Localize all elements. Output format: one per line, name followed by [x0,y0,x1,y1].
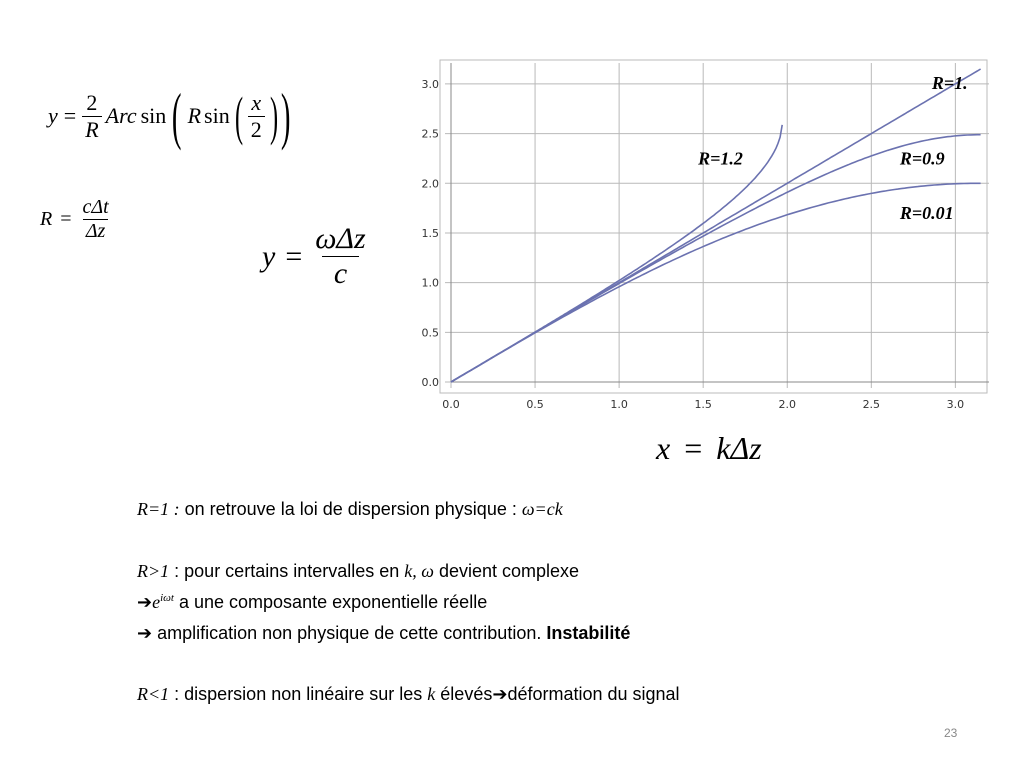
eq2-equals: = [60,208,72,230]
eq1-paren-open-outer: ( [172,80,182,151]
exp-power: iωt [160,592,174,604]
x-axis-equation [656,430,762,467]
eq2-num: cΔt [82,196,109,218]
y-tick-label: 0.5 [421,326,439,340]
rg-text2: devient complexe [433,561,580,581]
series-label: R=1.2 [698,148,743,169]
exp-base: e [152,592,161,612]
page-number: 23 [944,726,958,740]
eq1-paren-open-inner: ( [234,86,243,146]
text-line-exponential [137,592,487,613]
rl-label: R<1 [137,684,170,704]
eq1-coef-fraction [82,90,101,143]
r1-text: on retrouve la loi de dispersion physique : [179,499,522,519]
text-line-r-greater-1 [137,561,579,582]
x-tick-label: 1.0 [610,398,628,411]
eq4-lhs: x [656,430,671,466]
eq1-x-num: x [251,89,262,115]
series-label: R=0.9 [899,148,945,169]
eq1-arc: Arc [105,103,137,128]
eq2-lhs: R [40,208,53,230]
rg-vars: k, ω [404,561,434,581]
eq3-den: c [322,256,359,291]
x-tick-label: 3.0 [946,398,965,411]
x-tick-label: 2.5 [862,398,881,411]
equation-R-definition [40,196,112,243]
text-line-r-less-1 [137,684,680,705]
eq3-equals: = [285,239,303,273]
y-tick-label: 0.0 [421,376,439,389]
instability-label: Instabilité [546,623,631,643]
eq4-rhs: kΔz [716,430,762,466]
eq1-coef-num: 2 [86,89,98,115]
eq3-fraction [312,222,368,291]
eq1-x-fraction [248,90,265,143]
amp-text: amplification non physique de cette contribution. [152,623,547,643]
eq1-sin-outer: sin [140,103,167,128]
x-tick-label: 1.5 [694,398,712,411]
eq1-equals: = [63,103,77,128]
series-label: R=0.01 [899,203,954,224]
eq2-fraction [80,196,112,243]
eq4-equals: = [684,430,703,466]
y-tick-label: 1.5 [421,226,439,240]
r1-label: R=1 : [137,499,180,519]
eq1-R: R [187,103,202,128]
x-tick-label: 0.5 [526,398,544,411]
exp-text: a une composante exponentielle réelle [173,592,488,612]
text-line-amplification [137,623,630,644]
x-tick-label: 2.0 [778,398,796,411]
eq1-coef-den: R [82,116,101,143]
x-tick-label: 0.0 [442,398,460,411]
eq3-num: ωΔz [315,222,366,255]
y-tick-label: 2.5 [421,127,439,141]
rl-text: : dispersion non linéaire sur les [169,684,428,704]
rg-label: R>1 [137,561,170,581]
arrow-icon: ➔ [137,623,153,643]
y-tick-label: 1.0 [421,276,439,290]
rl-text2: élevés [435,684,493,704]
equation-y-definition [262,222,369,291]
text-line-r-equal-1 [137,499,563,520]
eq1-paren-close-outer: ) [280,80,291,151]
eq1-x-den: 2 [248,116,265,143]
r1-formula: ω=ck [521,499,563,519]
rl-k: k [427,684,436,704]
equation-arcsin [48,76,296,156]
rl-text3: déformation du signal [507,684,680,704]
eq2-den: Δz [83,219,109,243]
rg-text: : pour certains intervalles en [169,561,405,581]
eq1-sin-inner: sin [204,103,230,128]
series-label: R=1. [931,72,968,93]
eq1-lhs: y [48,103,58,128]
arrow-icon: ➔ [492,684,508,704]
dispersion-chart [408,52,993,427]
y-tick-label: 2.0 [421,177,439,191]
eq3-lhs: y [262,239,276,273]
arrow-icon: ➔ [137,592,153,612]
eq1-paren-close-inner: ) [269,86,278,146]
y-tick-label: 3.0 [421,77,439,91]
